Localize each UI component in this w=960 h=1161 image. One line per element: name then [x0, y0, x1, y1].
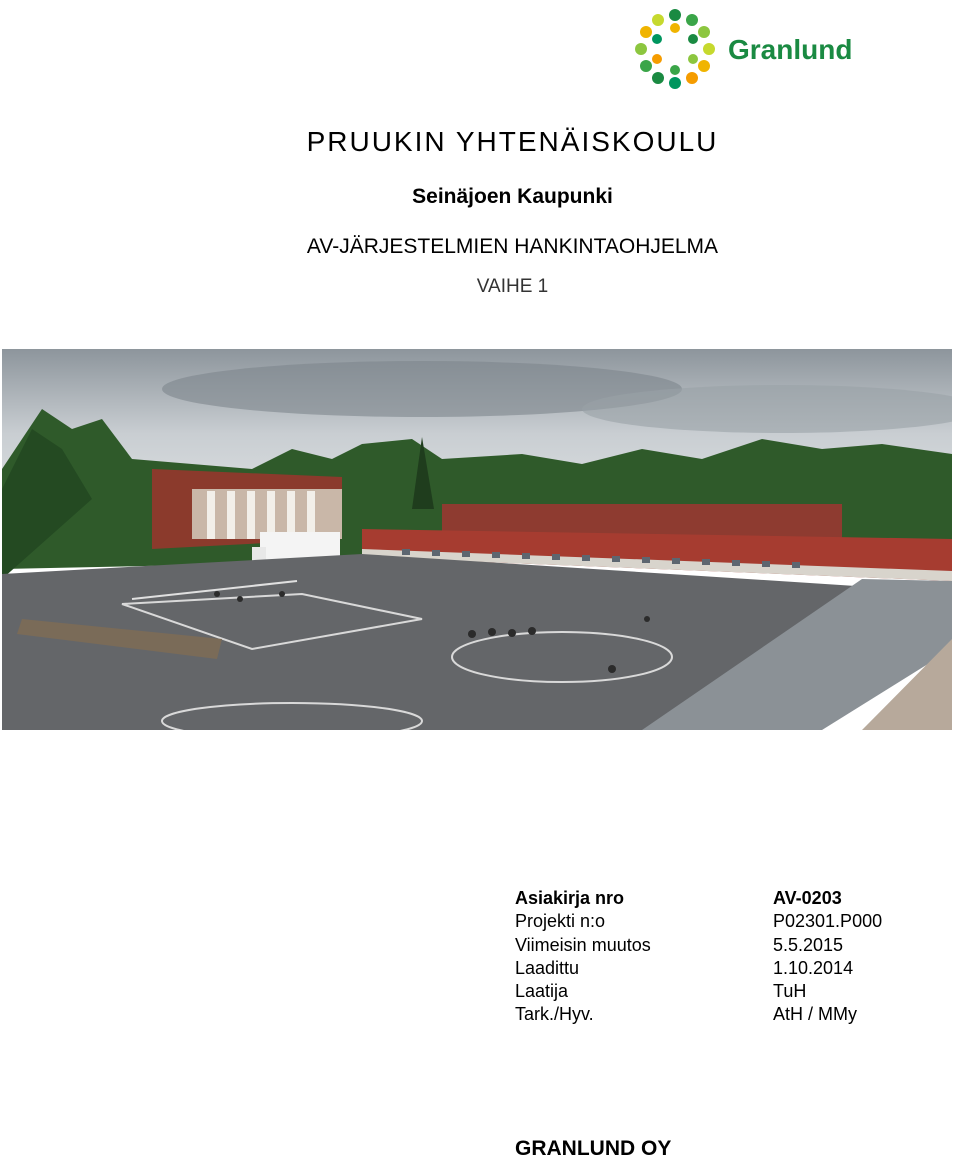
school-yard-image	[2, 349, 952, 730]
info-value: 1.10.2014	[773, 957, 854, 978]
document-title: PRUUKIN YHTENÄISKOULU	[306, 126, 719, 157]
info-row-prepared-date	[515, 957, 882, 980]
company-name: GRANLUND OY	[515, 1137, 672, 1160]
document-phase: VAIHE 1	[476, 276, 549, 297]
info-row-project-number	[515, 910, 882, 933]
logo-wordmark: Granlund	[728, 34, 853, 65]
info-label: Laadittu	[515, 957, 580, 978]
info-row-last-modified	[515, 934, 882, 957]
granlund-logo-icon	[632, 6, 718, 92]
info-value: TuH	[773, 981, 807, 1002]
info-value: 5.5.2015	[773, 934, 844, 955]
info-row-author	[515, 980, 882, 1003]
school-photo	[2, 349, 952, 730]
document-subtitle: AV-JÄRJESTELMIEN HANKINTAOHJELMA	[306, 235, 719, 258]
document-info	[515, 887, 882, 1027]
info-value: AV-0203	[773, 888, 842, 908]
info-label: Viimeisin muutos	[515, 934, 651, 955]
info-label: Asiakirja nro	[515, 888, 625, 908]
company-logo	[632, 6, 862, 92]
info-label: Projekti n:o	[515, 911, 606, 932]
info-row-document-number	[515, 887, 882, 910]
info-label: Laatija	[515, 981, 569, 1002]
info-row-reviewer	[515, 1003, 882, 1026]
info-value: P02301.P000	[773, 911, 883, 932]
info-value: AtH / MMy	[773, 1004, 857, 1025]
info-label: Tark./Hyv.	[515, 1004, 594, 1025]
client-name: Seinäjoen Kaupunki	[412, 185, 613, 208]
